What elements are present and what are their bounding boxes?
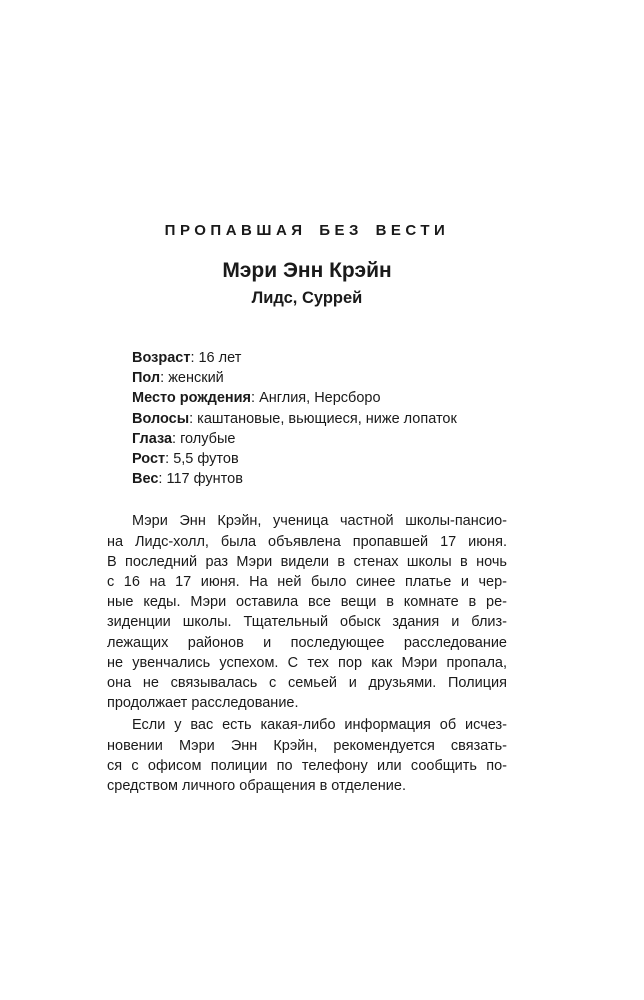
attribute-row: [132, 429, 507, 449]
attribute-label: Место рождения: [132, 390, 252, 407]
text-line: средством личного обращения в отделение.: [107, 778, 406, 795]
text-line: Мэри Энн Крэйн, ученица частной школы-пансио-: [132, 513, 507, 530]
attribute-label: Волосы: [132, 410, 190, 427]
text-line: лежащих районов и последующее расследование: [107, 634, 507, 651]
attribute-value: : 117 фунтов: [158, 471, 243, 488]
missing-person-location: Лидс, Суррей: [251, 289, 363, 307]
text-line: она не связывалась с семьей и друзьями. Полиция: [107, 675, 507, 692]
missing-person-name: Мэри Энн Крэйн: [222, 259, 392, 282]
attribute-value: : Англия, Нерсборо: [251, 390, 381, 407]
attribute-row: [132, 449, 507, 469]
paragraph: [107, 715, 507, 796]
text-line: продолжает расследование.: [107, 695, 299, 712]
text-line: новении Мэри Энн Крэйн, рекомендуется связать-: [107, 737, 507, 754]
body-text: [107, 511, 507, 796]
text-line: ные кеды. Мэри оставила все вещи в комнате в ре-: [107, 594, 507, 611]
missing-person-notice: [107, 223, 507, 796]
text-line: ся с офисом полиции по телефону или сообщить по-: [107, 757, 507, 774]
paragraph: [107, 511, 507, 713]
attribute-row: [132, 368, 507, 388]
attribute-row: [132, 469, 507, 489]
attribute-label: Рост: [132, 451, 166, 468]
section-kicker: ПРОПАВШАЯ БЕЗ ВЕСТИ: [164, 222, 450, 239]
attribute-row: [132, 409, 507, 429]
attribute-value: : голубые: [172, 430, 236, 447]
attribute-row: [132, 388, 507, 408]
attribute-label: Возраст: [132, 350, 191, 366]
text-line: Если у вас есть какая-либо информация об исчез-: [132, 717, 507, 734]
text-line: на Лидс-холл, была объявлена пропавшей 17 июня.: [107, 533, 507, 550]
attribute-value: : 5,5 футов: [165, 451, 239, 468]
text-line: зиденции школы. Тщательный обыск здания и близ-: [107, 614, 507, 631]
text-line: В последний раз Мэри видели в стенах школы в ночь: [107, 553, 507, 570]
attribute-value: : женский: [160, 370, 224, 387]
attribute-label: Пол: [132, 370, 161, 387]
attribute-value: : 16 лет: [190, 350, 242, 366]
attribute-row: [132, 348, 507, 368]
text-line: не увенчались успехом. С тех пор как Мэри пропала,: [107, 654, 507, 671]
attribute-value: : каштановые, вьющиеся, ниже лопаток: [189, 410, 457, 427]
text-line: с 16 на 17 июня. На ней было синее платье и чер-: [107, 574, 507, 591]
attribute-label: Глаза: [132, 430, 173, 447]
attribute-label: Вес: [132, 471, 159, 488]
attributes-list: [132, 348, 507, 489]
